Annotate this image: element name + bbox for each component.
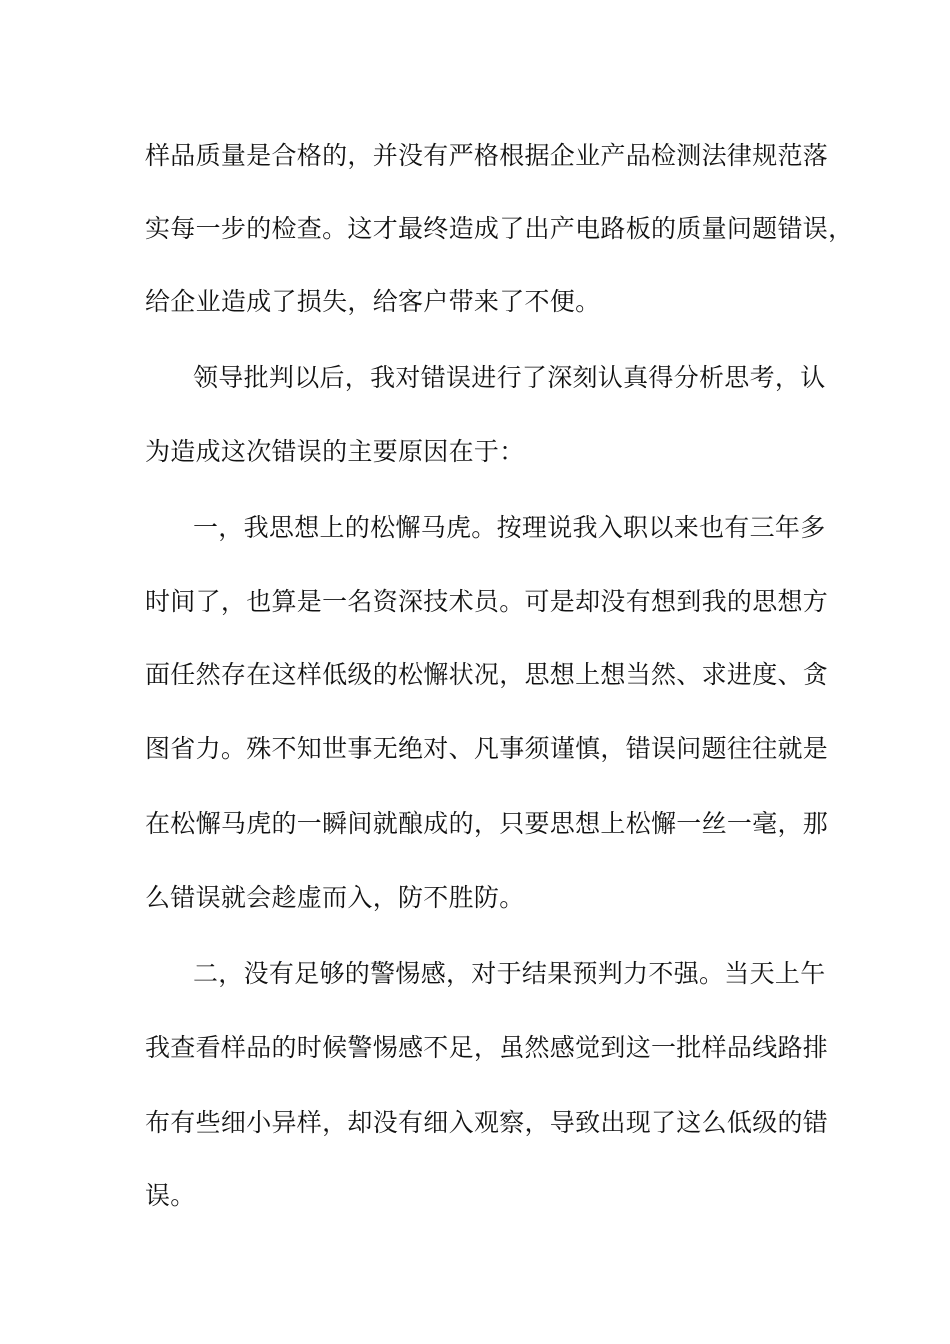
text-line: 实每一步的检查。这才最终造成了出产电路板的质量问题错误，	[145, 214, 854, 243]
text-line: 在松懈马虎的一瞬间就酿成的，只要思想上松懈一丝一毫，那	[145, 809, 829, 838]
text-line: 为造成这次错误的主要原因在于：	[145, 437, 525, 466]
text-line: 图省力。殊不知世事无绝对、凡事须谨慎，错误问题往往就是	[145, 734, 829, 763]
text-line: 误。	[145, 1181, 196, 1210]
text-line: 面任然存在这样低级的松懈状况，思想上想当然、求进度、贪	[145, 660, 829, 689]
text-line: 样品质量是合格的，并没有严格根据企业产品检测法律规范落	[145, 141, 829, 170]
text-line: 么错误就会趁虚而入，防不胜防。	[145, 883, 525, 912]
text-line: 时间了，也算是一名资深技术员。可是却没有想到我的思想方	[145, 587, 829, 616]
paragraph-first-line: 领导批判以后，我对错误进行了深刻认真得分析思考，认	[193, 363, 826, 392]
text-line: 布有些细小异样，却没有细入观察，导致出现了这么低级的错	[145, 1108, 829, 1137]
paragraph-first-line: 一，我思想上的松懈马虎。按理说我入职以来也有三年多	[193, 513, 826, 542]
text-line: 我查看样品的时候警惕感不足，虽然感觉到这一批样品线路排	[145, 1033, 829, 1062]
text-line: 给企业造成了损失，给客户带来了不便。	[145, 287, 601, 316]
paragraph-first-line: 二，没有足够的警惕感，对于结果预判力不强。当天上午	[193, 959, 826, 988]
